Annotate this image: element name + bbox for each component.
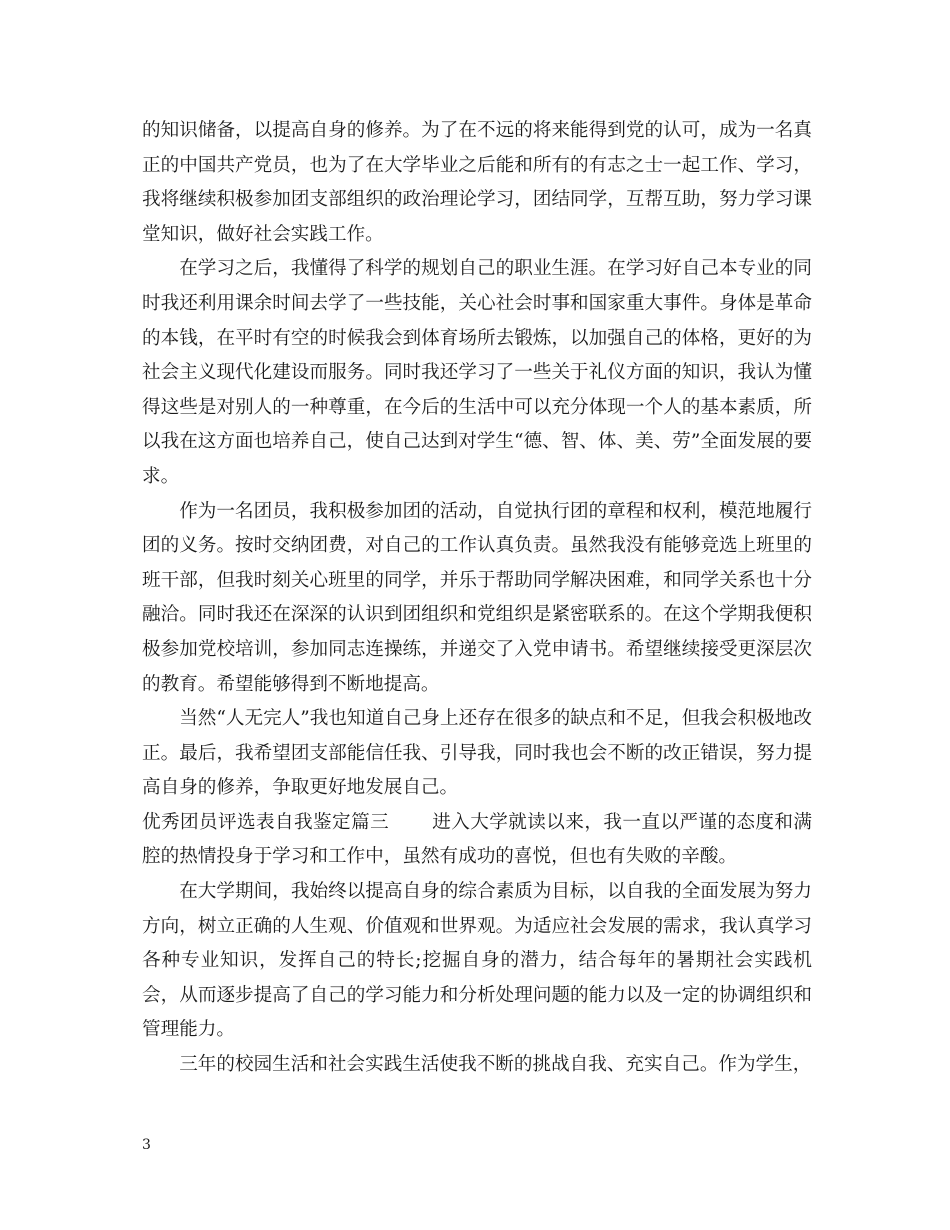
page-number: 3 — [142, 1137, 151, 1153]
paragraph: 在学习之后，我懂得了科学的规划自己的职业生涯。在学习好自己本专业的同时我还利用课余时间去学了一些技能，关心社会时事和国家重大事件。身体是革命的本钱，在平时有空的时候我会到体育场所去锻炼，以加强自己的体格，更好的为社会主义现代化建设而服务。同时我还学习了一些关于礼仪方面的知识，我认为懂得这些是对别人的一种尊重，在今后的生活中可以充分体现一个人的基本素质，所以我在这方面也培养自己，使自己达到对学生“德、智、体、美、劳”全面发展的要求。 — [142, 258, 812, 487]
section-heading: 优秀团员评选表自我鉴定篇三 — [142, 811, 390, 833]
paragraph: 三年的校园生活和社会实践生活使我不断的挑战自我、充实自己。作为学生， — [179, 1054, 812, 1076]
section-intro: 进入大学就读以来，我一直以严谨的态度和满腔的热情投身于学习和工作中，虽然有成功的喜悦，但也有失败的辛酸。 — [142, 811, 812, 868]
paragraph: 的知识储备，以提高自身的修养。为了在不远的将来能得到党的认可，成为一名真正的中国共产党员，也为了在大学毕业之后能和所有的有志之士一起工作、学习，我将继续积极参加团支部组织的政治理论学习，团结同学，互帮互助，努力学习课堂知识，做好社会实践工作。 — [142, 120, 812, 245]
paragraph: 在大学期间，我始终以提高自身的综合素质为目标，以自我的全面发展为努力方向，树立正确的人生观、价值观和世界观。为适应社会发展的需求，我认真学习各种专业知识，发挥自己的特长;挖掘自身的潜力，结合每年的暑期社会实践机会，从而逐步提高了自己的学习能力和分析处理问题的能力以及一定的协调组织和管理能力。 — [142, 881, 812, 1041]
paragraph: 作为一名团员，我积极参加团的活动，自觉执行团的章程和权利，模范地履行团的义务。按时交纳团费，对自己的工作认真负责。虽然我没有能够竞选上班里的班干部，但我时刻关心班里的同学，并乐于帮助同学解决困难，和同学关系也十分融洽。同时我还在深深的认识到团组织和党组织是紧密联系的。在这个学期我便积极参加党校培训，参加同志连操练，并递交了入党申请书。希望继续接受更深层次的教育。希望能够得到不断地提高。 — [142, 500, 812, 695]
paragraph: 当然“人无完人”我也知道自己身上还存在很多的缺点和不足，但我会积极地改正。最后，我希望团支部能信任我、引导我，同时我也会不断的改正错误，努力提高自身的修养，争取更好地发展自己。 — [142, 708, 812, 799]
document-body — [142, 114, 812, 1083]
section-heading-paragraph — [142, 806, 812, 875]
